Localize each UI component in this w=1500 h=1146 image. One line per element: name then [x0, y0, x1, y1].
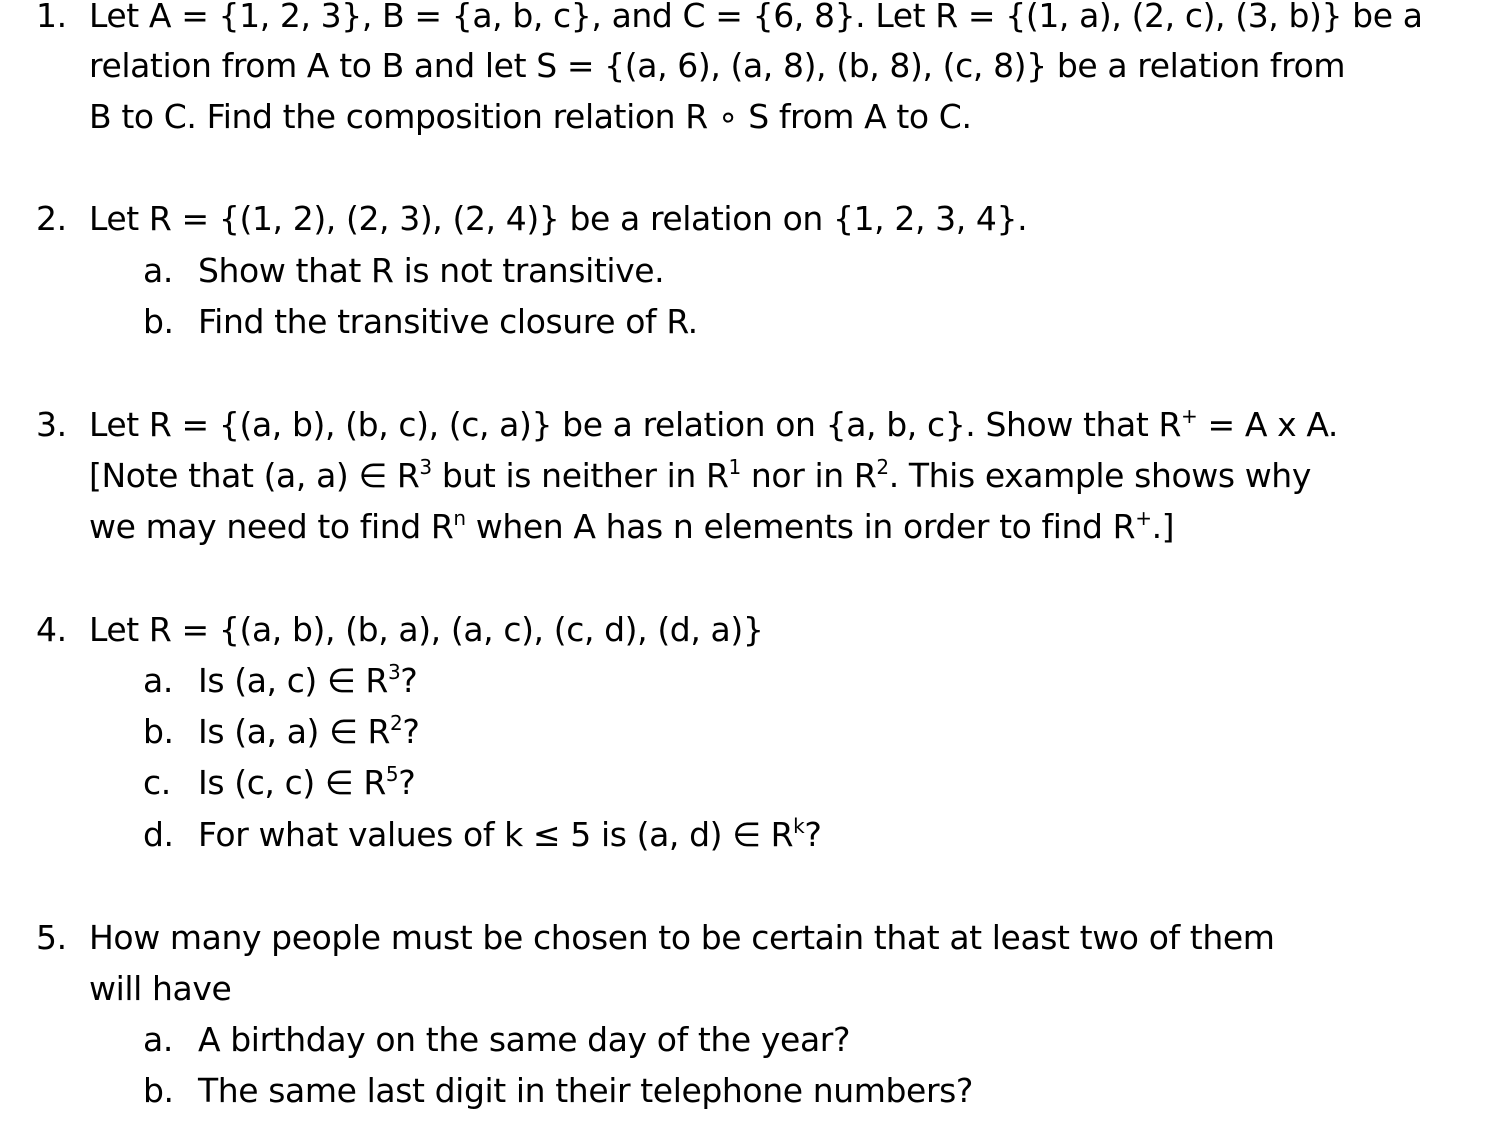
text-run: Is (a, c) ∈ R	[198, 661, 388, 700]
part-letter: a.	[143, 661, 173, 700]
problem-number: 1.	[36, 0, 67, 35]
part-text	[198, 661, 417, 701]
text-run: = A x A.	[1197, 405, 1339, 444]
part-text	[198, 763, 415, 803]
part-text	[198, 815, 821, 855]
problem-text	[89, 405, 1338, 445]
problem-text: Let R = {(a, b), (b, a), (a, c), (c, d), (d, a)}	[89, 610, 764, 649]
superscript: n	[453, 506, 466, 530]
text-run: [Note that (a, a) ∈ R	[89, 456, 420, 495]
problem-text: will have	[89, 969, 232, 1008]
text-run: ?	[402, 712, 420, 751]
text-run: ?	[400, 661, 418, 700]
part-letter: b.	[143, 302, 174, 341]
superscript: 3	[419, 455, 432, 479]
problem-number: 5.	[36, 918, 67, 957]
superscript: 1	[728, 455, 741, 479]
superscript: +	[1181, 404, 1198, 428]
text-run: when A has n elements in order to find R	[465, 507, 1136, 546]
text-run: nor in R	[740, 456, 877, 495]
part-text: A birthday on the same day of the year?	[198, 1020, 851, 1059]
text-run: ?	[804, 815, 822, 854]
problem-number: 3.	[36, 405, 67, 444]
superscript: 2	[390, 711, 403, 735]
superscript: 2	[876, 455, 889, 479]
problem-text: How many people must be chosen to be certain that at least two of them	[89, 918, 1275, 957]
part-letter: b.	[143, 712, 174, 751]
problem-text: Let A = {1, 2, 3}, B = {a, b, c}, and C = {6, 8}. Let R = {(1, a), (2, c), (3, b)} be a	[89, 0, 1423, 35]
text-run: For what values of k ≤ 5 is (a, d) ∈ R	[198, 815, 794, 854]
problem-text: Let R = {(1, 2), (2, 3), (2, 4)} be a relation on {1, 2, 3, 4}.	[89, 199, 1028, 238]
superscript: +	[1135, 506, 1152, 530]
text-run: but is neither in R	[431, 456, 729, 495]
part-text: The same last digit in their telephone numbers?	[198, 1071, 974, 1110]
problem-text: relation from A to B and let S = {(a, 6), (a, 8), (b, 8), (c, 8)} be a relation from	[89, 46, 1346, 85]
problem-text: B to C. Find the composition relation R ∘ S from A to C.	[89, 97, 972, 136]
superscript: 3	[387, 660, 401, 684]
text-run: Is (c, c) ∈ R	[198, 763, 386, 802]
text-run: Is (a, a) ∈ R	[198, 712, 391, 751]
part-text: Find the transitive closure of R.	[198, 302, 698, 341]
part-letter: d.	[143, 815, 174, 854]
part-letter: c.	[143, 763, 171, 802]
text-run: .]	[1151, 507, 1175, 546]
text-run: ?	[398, 763, 416, 802]
superscript: 5	[385, 762, 399, 786]
part-text	[198, 712, 420, 752]
superscript: k	[793, 814, 805, 838]
part-text: Show that R is not transitive.	[198, 251, 665, 290]
problem-text	[89, 507, 1174, 547]
part-letter: b.	[143, 1071, 174, 1110]
text-run: . This example shows why	[888, 456, 1311, 495]
problem-number: 2.	[36, 199, 67, 238]
problem-text	[89, 456, 1311, 496]
problem-number: 4.	[36, 610, 67, 649]
text-run: Let R = {(a, b), (b, c), (c, a)} be a relation on {a, b, c}. Show that R	[89, 405, 1182, 444]
text-run: we may need to find R	[89, 507, 454, 546]
part-letter: a.	[143, 251, 173, 290]
part-letter: a.	[143, 1020, 173, 1059]
